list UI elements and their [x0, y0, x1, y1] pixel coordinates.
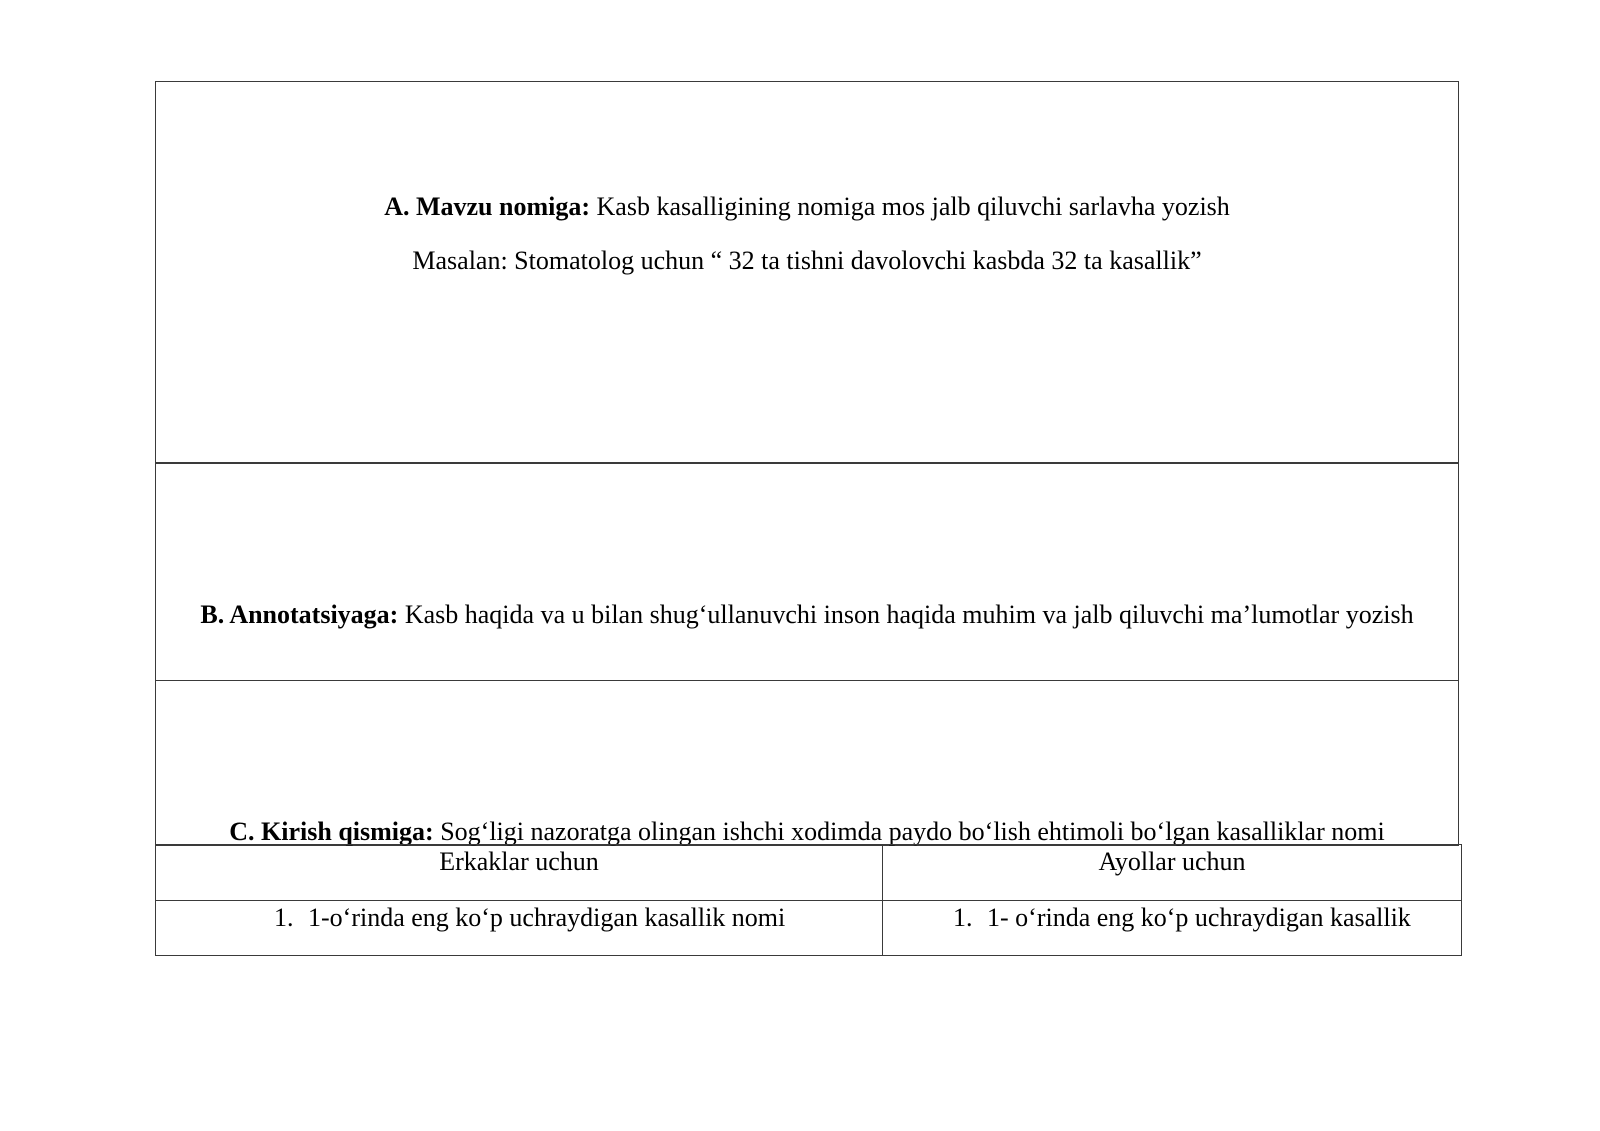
section-a-label: A. Mavzu nomiga: [384, 192, 591, 221]
men-item-number: 1. [274, 903, 294, 932]
section-c-box [155, 680, 1459, 846]
section-a-box [155, 81, 1459, 464]
table-header-row [156, 845, 1462, 901]
section-b-box [155, 462, 1459, 681]
men-item-text: 1-o‘rinda eng ko‘p uchraydigan kasallik nomi [308, 903, 786, 932]
disease-table [155, 844, 1462, 956]
section-c-text: Sog‘ligi nazoratga olingan ishchi xodimda paydo bo‘lish ehtimoli bo‘lgan kasalliklar nomi [433, 817, 1385, 846]
section-a-example: Masalan: Stomatolog uchun “ 32 ta tishni davolovchi kasbda 32 ta kasallik” [412, 246, 1202, 275]
women-item-text: 1- o‘rinda eng ko‘p uchraydigan kasallik [987, 903, 1411, 932]
section-b-heading [156, 600, 1458, 630]
section-c-label: C. Kirish qismiga: [229, 817, 434, 846]
section-b-text: Kasb haqida va u bilan shug‘ullanuvchi inson haqida muhim va jalb qiluvchi ma’lumotlar yozish [398, 600, 1414, 629]
header-women: Ayollar uchun [883, 845, 1462, 901]
table-row [156, 901, 1462, 956]
header-men: Erkaklar uchun [156, 845, 883, 901]
section-c-heading [156, 817, 1458, 847]
men-list-item [156, 903, 785, 933]
women-cell [883, 901, 1462, 956]
women-item-number: 1. [953, 903, 973, 932]
men-cell [156, 901, 883, 956]
section-a-text: Kasb kasalligining nomiga mos jalb qiluvchi sarlavha yozish [590, 192, 1230, 221]
women-list-item [883, 903, 1411, 933]
outline-frame [155, 81, 1461, 952]
section-a-heading [156, 192, 1458, 222]
section-b-label: B. Annotatsiyaga: [200, 600, 399, 629]
